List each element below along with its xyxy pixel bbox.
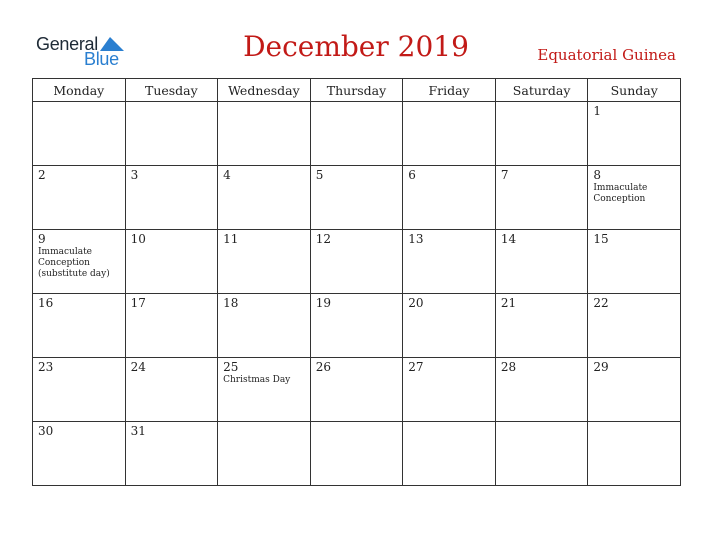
calendar-day-cell bbox=[218, 166, 311, 230]
day-number: 3 bbox=[130, 168, 139, 182]
calendar-day-cell bbox=[495, 358, 588, 422]
calendar-day-cell bbox=[588, 166, 681, 230]
holiday-label: Immaculate Conception bbox=[593, 183, 648, 204]
calendar-day-cell bbox=[125, 102, 218, 166]
calendar-week-row bbox=[33, 358, 681, 422]
day-number: 6 bbox=[408, 168, 416, 182]
day-number: 31 bbox=[130, 424, 146, 438]
calendar-day-cell bbox=[403, 294, 496, 358]
calendar-day-cell bbox=[310, 166, 403, 230]
calendar-day-cell bbox=[495, 422, 588, 486]
calendar-day-cell bbox=[33, 102, 126, 166]
calendar-day-cell bbox=[125, 294, 218, 358]
calendar-day-cell bbox=[218, 102, 311, 166]
day-number: 1 bbox=[593, 104, 602, 118]
day-number: 18 bbox=[223, 296, 239, 310]
calendar-day-cell bbox=[33, 230, 126, 294]
day-number: 9 bbox=[38, 232, 46, 246]
page-title: December 2019 bbox=[243, 30, 469, 63]
calendar-day-cell bbox=[588, 294, 681, 358]
calendar-day-cell bbox=[125, 230, 218, 294]
weekday-header: Tuesday bbox=[125, 79, 218, 102]
day-number: 23 bbox=[38, 360, 54, 374]
calendar-day-cell bbox=[125, 358, 218, 422]
calendar-grid bbox=[32, 78, 681, 486]
day-number: 26 bbox=[315, 360, 331, 374]
weekday-header: Monday bbox=[33, 79, 126, 102]
calendar-day-cell bbox=[33, 294, 126, 358]
calendar-day-cell bbox=[495, 294, 588, 358]
day-number: 14 bbox=[500, 232, 517, 246]
calendar-day-cell bbox=[310, 102, 403, 166]
calendar-day-cell bbox=[588, 422, 681, 486]
day-number: 11 bbox=[223, 232, 239, 246]
calendar-day-cell bbox=[403, 166, 496, 230]
calendar-day-cell bbox=[588, 358, 681, 422]
holiday-label: Immaculate Conception (substitute day) bbox=[38, 247, 110, 279]
day-number: 15 bbox=[593, 232, 609, 246]
weekday-header: Wednesday bbox=[218, 79, 311, 102]
day-number: 17 bbox=[130, 296, 146, 310]
logo-text-general: General bbox=[36, 34, 98, 54]
weekday-header: Friday bbox=[403, 79, 496, 102]
calendar-week-row bbox=[33, 230, 681, 294]
weekday-header-row bbox=[33, 79, 681, 102]
calendar-day-cell bbox=[310, 230, 403, 294]
day-number: 12 bbox=[315, 232, 331, 246]
calendar-day-cell bbox=[310, 358, 403, 422]
day-number: 25 bbox=[223, 360, 239, 374]
calendar-day-cell bbox=[495, 166, 588, 230]
calendar-week-row bbox=[33, 294, 681, 358]
calendar-day-cell bbox=[125, 422, 218, 486]
calendar-day-cell bbox=[33, 358, 126, 422]
day-number: 10 bbox=[130, 232, 146, 246]
holiday-label: Christmas Day bbox=[223, 375, 291, 385]
calendar-day-cell bbox=[125, 166, 218, 230]
day-number: 20 bbox=[408, 296, 424, 310]
day-number: 7 bbox=[500, 168, 509, 182]
day-number: 30 bbox=[38, 424, 54, 438]
day-number: 24 bbox=[130, 360, 146, 374]
day-number: 5 bbox=[315, 168, 324, 182]
calendar-day-cell bbox=[403, 102, 496, 166]
calendar-day-cell bbox=[33, 422, 126, 486]
calendar-day-cell bbox=[310, 294, 403, 358]
calendar-day-cell bbox=[403, 358, 496, 422]
calendar-day-cell bbox=[588, 102, 681, 166]
weekday-header: Sunday bbox=[588, 79, 681, 102]
logo-text-blue: Blue bbox=[84, 49, 119, 69]
day-number: 16 bbox=[38, 296, 54, 310]
day-number: 22 bbox=[593, 296, 609, 310]
calendar-day-cell bbox=[588, 230, 681, 294]
day-number: 8 bbox=[593, 168, 602, 182]
calendar-day-cell bbox=[495, 102, 588, 166]
day-number: 4 bbox=[223, 168, 231, 182]
calendar-day-cell bbox=[403, 230, 496, 294]
calendar-week-row bbox=[33, 166, 681, 230]
day-number: 29 bbox=[593, 360, 609, 374]
day-number: 28 bbox=[500, 360, 517, 374]
day-number: 27 bbox=[408, 360, 424, 374]
country-label: Equatorial Guinea bbox=[537, 46, 676, 64]
calendar-day-cell bbox=[403, 422, 496, 486]
day-number: 21 bbox=[500, 296, 517, 310]
day-number: 2 bbox=[38, 168, 46, 182]
calendar-week-row bbox=[33, 102, 681, 166]
weekday-header: Saturday bbox=[495, 79, 588, 102]
calendar-day-cell bbox=[218, 294, 311, 358]
weekday-header: Thursday bbox=[310, 79, 403, 102]
day-number: 13 bbox=[408, 232, 424, 246]
calendar-day-cell bbox=[218, 422, 311, 486]
calendar-day-cell bbox=[495, 230, 588, 294]
day-number: 19 bbox=[315, 296, 331, 310]
calendar-day-cell bbox=[33, 166, 126, 230]
calendar-week-row bbox=[33, 422, 681, 486]
calendar-day-cell bbox=[310, 422, 403, 486]
calendar-day-cell bbox=[218, 230, 311, 294]
calendar-day-cell bbox=[218, 358, 311, 422]
